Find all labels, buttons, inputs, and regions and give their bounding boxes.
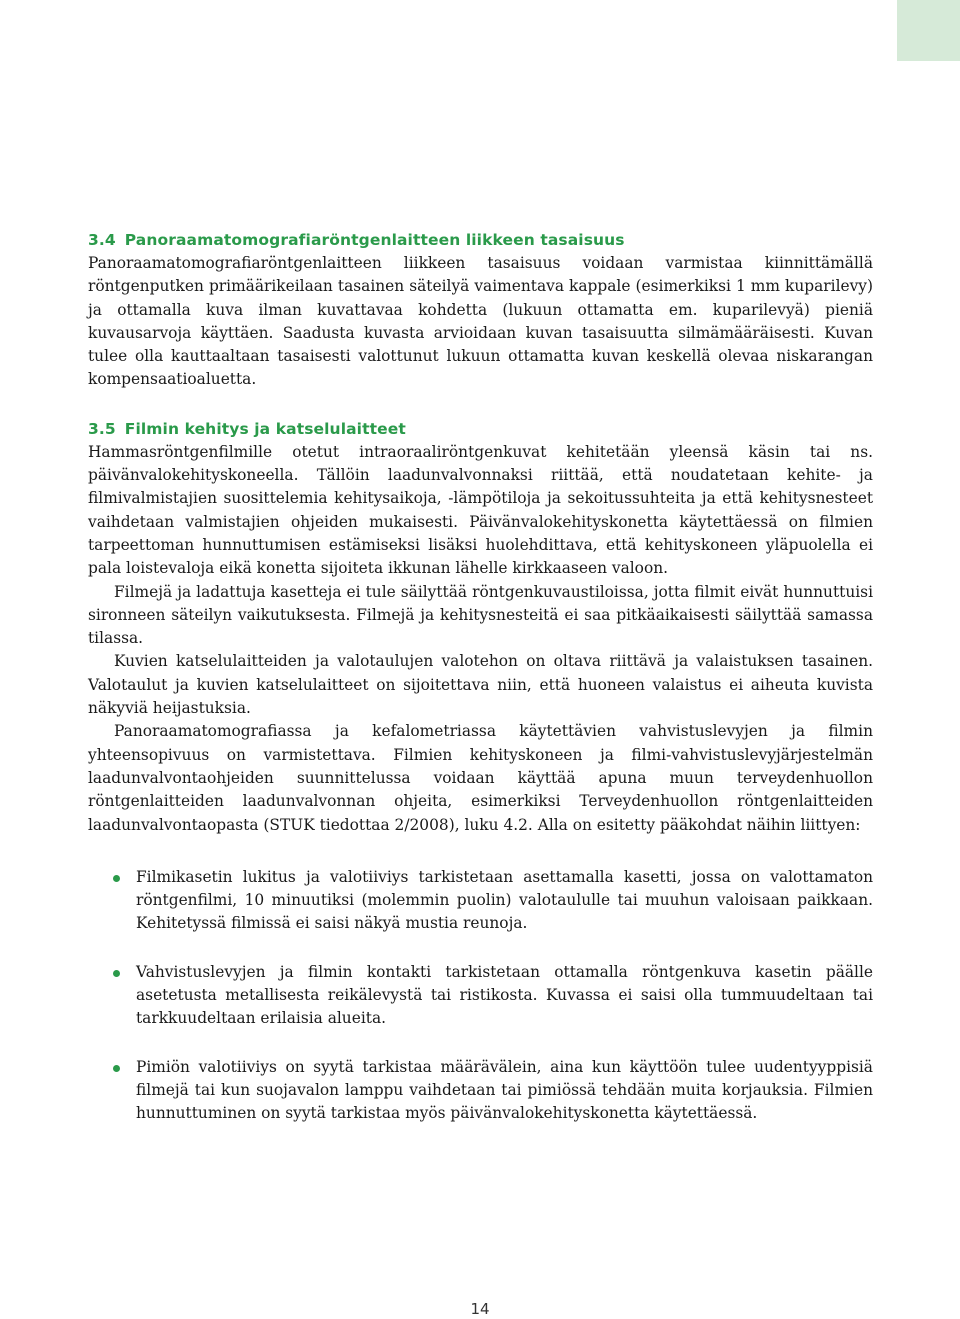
section-title: Panoraamatomografiaröntgenlaitteen liikkeen tasaisuus (124, 231, 625, 249)
bullet-dot-icon (113, 1065, 120, 1072)
bullet-dot-icon (113, 970, 120, 977)
list-item (88, 866, 873, 936)
page-corner-tab (897, 0, 960, 61)
list-item (88, 1056, 873, 1126)
section-3-4 (88, 229, 873, 392)
list-item (88, 961, 873, 1031)
paragraph: Filmejä ja ladattuja kasetteja ei tule säilyttää röntgenkuvaustiloissa, jotta filmit eivät hunnuttuisi sironneen säteilyn vaikutuksesta. Filmejä ja kehitysnesteitä ei saa pitkäaikaisesti säilyttää samassa tilassa. (88, 582, 873, 648)
list-item-text: Pimiön valotiiviys on syytä tarkistaa määrävälein, aina kun käyttöön tulee uudentyyppisiä filmejä tai kun suojavalon lamppu vaihdetaan tai pimiössä tehdään muita korjauksia. Filmien hunnuttuminen on syytä tarkistaa myös päivänvalokehityskonetta käytettäessä. (136, 1057, 873, 1123)
section-3-5 (88, 418, 873, 1126)
section-heading (88, 418, 873, 441)
section-number: 3.5 (88, 419, 116, 438)
paragraph: Panoraamatomografiaröntgenlaitteen liikkeen tasaisuus voidaan varmistaa kiinnittämällä röntgenputken primäärikeilaan tasainen säteilyä vaimentava kappale (esimerkiksi 1 mm kuparilevy) ja ottamalla kuva ilman kuvattavaa kohdetta (lukuun ottamatta em. kuparilevyä) pieniä kuvausarvoja käyttäen. Saadusta kuvasta arvioidaan kuvan tasaisuutta silmämääräisesti. Kuvan tulee olla kauttaaltaan tasaisesti valottunut lukuun ottamatta kuvan keskellä olevaa niskarangan kompensaatioaluetta. (88, 254, 873, 389)
bullet-list (88, 866, 873, 1126)
list-item-text: Vahvistuslevyjen ja filmin kontakti tarkistetaan ottamalla röntgenkuva kasetin päälle asetetusta metallisesta reikälevystä tai ristikosta. Kuvassa ei saisi olla tummuudeltaan tai tarkkuudeltaan erilaisia alueita. (136, 962, 873, 1028)
page-number: 14 (470, 1300, 490, 1318)
section-heading (88, 229, 873, 252)
paragraph: Panoraamatomografiassa ja kefalometriassa käytettävien vahvistuslevyjen ja filmin yhteensopivuus on varmistettava. Filmien kehityskoneen ja filmi-vahvistuslevyjärjestelmän laadunvalvontaohjeiden suunnittelussa voidaan käyttää apuna muun terveydenhuollon röntgenlaitteiden laadunvalvonnan ohjeita, esimerkiksi Terveydenhuollon röntgenlaitteiden laadunvalvontaopasta (STUK tiedottaa 2/2008), luku 4.2. Alla on esitetty pääkohdat näihin liittyen: (88, 722, 873, 834)
paragraph: Kuvien katselulaitteiden ja valotaulujen valotehon on oltava riittävä ja valaistuksen tasainen. Valotaulut ja kuvien katselulaitteet on sijoitettava niin, että huoneen valaistus ei aiheuta kuvista näkyviä heijastuksia. (88, 652, 873, 718)
section-number: 3.4 (88, 231, 116, 249)
list-item-text: Filmikasetin lukitus ja valotiiviys tarkistetaan asettamalla kasetti, jossa on valottamaton röntgenfilmi, 10 minuutiksi (molemmin puolin) valotaululle tai muuhun valoisaan paikkaan. Kehitetyssä filmissä ei saisi näkyä mustia reunoja. (136, 867, 873, 933)
section-title: Filmin kehitys ja katselulaitteet (124, 419, 406, 438)
paragraph: Hammasröntgenfilmille otetut intraoraaliröntgenkuvat kehitetään yleensä käsin tai ns. päivänvalokehityskoneella. Tällöin laadunvalvonnaksi riittää, että noudatetaan kehite- ja filmivalmistajien suosittelemia kehitysaikoja, -lämpötiloja ja sekoitussuhteita ja että kehitysnesteet vaihdetaan valmistajien ohjeiden mukaisesti. Päivänvalokehityskonetta käytettäessä on filmien tarpeettoman hunnuttumisen estämiseksi lisäksi huolehdittava, että kehityskoneen yläpuolella ei pala loistevaloja eikä konetta sijoiteta ikkunan lähelle kirkkaaseen valoon. (88, 442, 873, 578)
page-content (88, 229, 873, 1151)
bullet-dot-icon (113, 875, 120, 882)
